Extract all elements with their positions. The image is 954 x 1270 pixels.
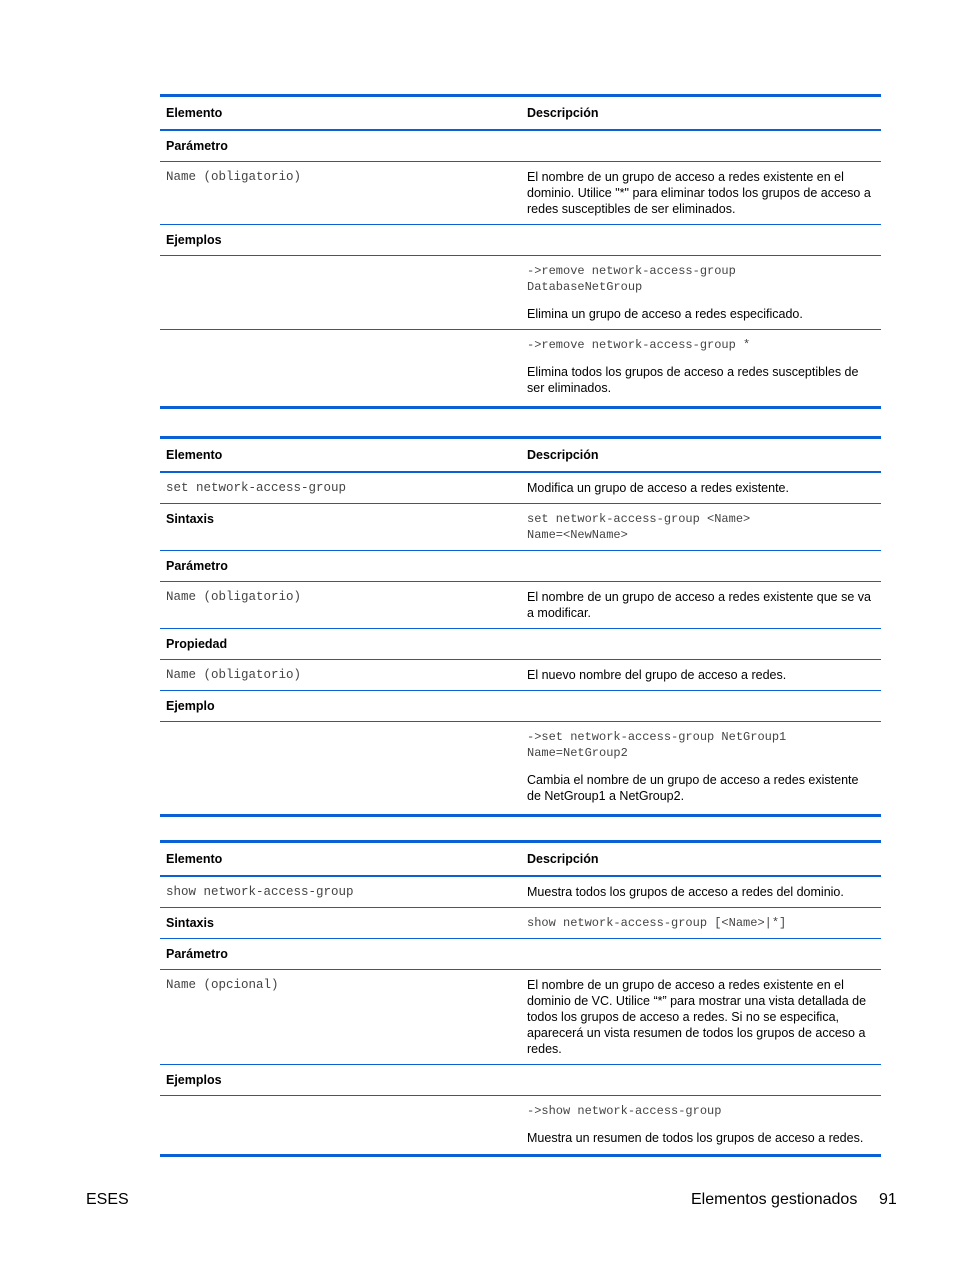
footer-section-title: Elementos gestionados — [691, 1191, 858, 1208]
command-name: show network-access-group — [160, 876, 521, 908]
param-description: El nombre de un grupo de acceso a redes existente que se va a modificar. — [521, 582, 881, 629]
header-descripcion: Descripción — [521, 96, 881, 131]
example-code: ->remove network-access-group DatabaseNetGroup — [527, 264, 736, 294]
section-ejemplos: Ejemplos — [160, 1065, 521, 1096]
syntax-code: show network-access-group [<Name>|*] — [527, 916, 787, 930]
example-code: ->show network-access-group — [527, 1104, 722, 1118]
section-parametro: Parámetro — [160, 130, 521, 162]
command-name: set network-access-group — [160, 472, 521, 504]
syntax-code: set network-access-group <Name> Name=<NewName> — [527, 512, 751, 542]
header-descripcion: Descripción — [521, 842, 881, 877]
example-code: ->remove network-access-group * — [527, 338, 751, 352]
section-sintaxis: Sintaxis — [160, 908, 521, 939]
command-description: Modifica un grupo de acceso a redes existente. — [521, 472, 881, 504]
section-sintaxis: Sintaxis — [160, 504, 521, 551]
header-elemento: Elemento — [160, 96, 521, 131]
section-parametro: Parámetro — [160, 939, 521, 970]
command-description: Muestra todos los grupos de acceso a redes del dominio. — [521, 876, 881, 908]
example-description: Cambia el nombre de un grupo de acceso a redes existente de NetGroup1 a NetGroup2. — [527, 773, 859, 803]
section-parametro: Parámetro — [160, 551, 521, 582]
property-name: Name (obligatorio) — [160, 660, 521, 691]
param-description: El nombre de un grupo de acceso a redes existente en el dominio de VC. Utilice “*” para mostrar una vista detallada de todos los grupos de acceso a redes. Si no se especifica, aparecerá un vista resumen de todos los grupos de acceso a redes. — [521, 970, 881, 1065]
example-description: Muestra un resumen de todos los grupos de acceso a redes. — [527, 1131, 864, 1145]
example-code: ->set network-access-group NetGroup1 Name=NetGroup2 — [527, 730, 787, 760]
param-name: Name (opcional) — [160, 970, 521, 1065]
param-description: El nombre de un grupo de acceso a redes existente en el dominio. Utilice "*" para eliminar todos los grupos de acceso a redes susceptibles de ser eliminados. — [521, 162, 881, 225]
remove-network-access-group-table — [160, 94, 881, 409]
header-descripcion: Descripción — [521, 438, 881, 473]
section-ejemplos: Ejemplos — [160, 225, 521, 256]
set-network-access-group-table — [160, 436, 881, 817]
example-description: Elimina un grupo de acceso a redes especificado. — [527, 307, 803, 321]
header-elemento: Elemento — [160, 842, 521, 877]
footer-page-number: 91 — [879, 1191, 897, 1208]
param-name: Name (obligatorio) — [160, 162, 521, 225]
example-description: Elimina todos los grupos de acceso a redes susceptibles de ser eliminados. — [527, 365, 859, 395]
param-name: Name (obligatorio) — [160, 582, 521, 629]
property-description: El nuevo nombre del grupo de acceso a redes. — [521, 660, 881, 691]
section-propiedad: Propiedad — [160, 629, 521, 660]
show-network-access-group-table — [160, 840, 881, 1157]
section-ejemplo: Ejemplo — [160, 691, 521, 722]
header-elemento: Elemento — [160, 438, 521, 473]
footer-locale: ESES — [86, 1191, 129, 1208]
